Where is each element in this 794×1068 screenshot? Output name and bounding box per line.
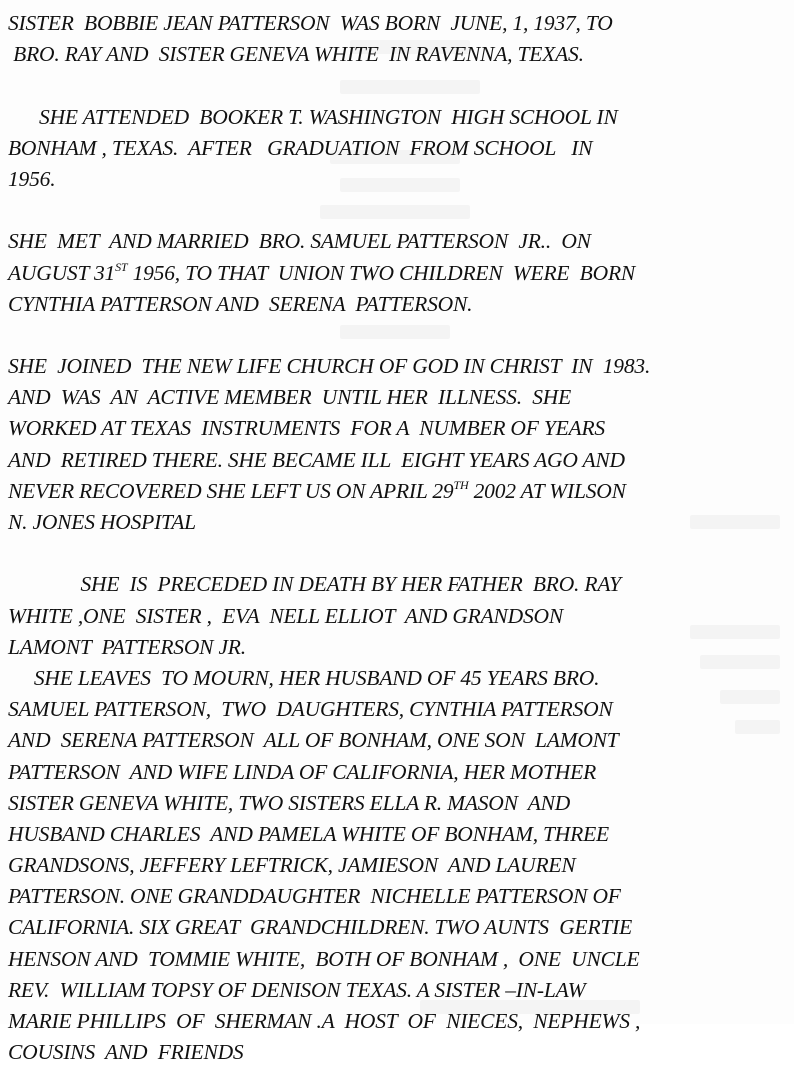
- line-text: HENSON AND TOMMIE WHITE, BOTH OF BONHAM , ONE UNCLE: [8, 946, 640, 971]
- text-line: [8, 569, 788, 600]
- line-text: WORKED AT TEXAS INSTRUMENTS FOR A NUMBER OF YEARS: [8, 416, 605, 441]
- text-line: [8, 975, 788, 1006]
- line-text: AUGUST 31: [8, 260, 116, 285]
- line-text: PATTERSON AND WIFE LINDA OF CALIFORNIA, HER MOTHER: [8, 759, 596, 784]
- text-line: [8, 788, 788, 819]
- text-line: [8, 850, 788, 881]
- text-line: [8, 258, 788, 289]
- paragraph: [8, 569, 788, 1068]
- paragraph: [8, 351, 788, 538]
- text-line: [8, 1006, 788, 1037]
- text-line: [8, 476, 788, 507]
- paragraph-gap: [8, 70, 788, 101]
- ordinal-suffix: TH: [453, 477, 469, 492]
- text-line: [8, 164, 788, 195]
- text-line: [8, 881, 788, 912]
- line-text: CYNTHIA PATTERSON AND SERENA PATTERSON.: [8, 291, 473, 316]
- text-line: [8, 382, 788, 413]
- text-line: [8, 757, 788, 788]
- line-text: REV. WILLIAM TOPSY OF DENISON TEXAS. A SISTER –IN-LAW: [8, 977, 586, 1002]
- line-text: HUSBAND CHARLES AND PAMELA WHITE OF BONHAM, THREE: [8, 821, 609, 846]
- line-text: N. JONES HOSPITAL: [8, 510, 196, 534]
- line-text: CALIFORNIA. SIX GREAT GRANDCHILDREN. TWO AUNTS GERTIE: [8, 915, 633, 940]
- line-text: SHE ATTENDED BOOKER T. WASHINGTON HIGH SCHOOL IN: [8, 104, 618, 129]
- text-line: [8, 507, 788, 538]
- text-line: [8, 601, 788, 632]
- text-line: [8, 39, 788, 70]
- line-text: SHE IS PRECEDED IN DEATH BY HER FATHER BRO. RAY: [8, 572, 621, 597]
- ordinal-suffix: ST: [115, 259, 128, 274]
- line-text: AND RETIRED THERE. SHE BECAME ILL EIGHT YEARS AGO AND: [8, 447, 625, 472]
- line-text: BRO. RAY AND SISTER GENEVA WHITE IN RAVENNA, TEXAS.: [8, 42, 584, 67]
- line-text: SHE LEAVES TO MOURN, HER HUSBAND OF 45 YEARS BRO.: [8, 665, 600, 690]
- obituary-text: [8, 8, 788, 1068]
- text-line: [8, 351, 788, 382]
- line-text: SHE MET AND MARRIED BRO. SAMUEL PATTERSON JR.. ON: [8, 229, 591, 254]
- text-line: [8, 663, 788, 694]
- text-line: [8, 226, 788, 257]
- text-line: [8, 725, 788, 756]
- line-text: MARIE PHILLIPS OF SHERMAN .A HOST OF NIECES, NEPHEWS ,: [8, 1009, 641, 1033]
- paragraph: [8, 226, 788, 320]
- line-text: AND WAS AN ACTIVE MEMBER UNTIL HER ILLNESS. SHE: [8, 385, 572, 410]
- text-line: [8, 912, 788, 943]
- text-line: [8, 413, 788, 444]
- line-text: AND SERENA PATTERSON ALL OF BONHAM, ONE SON LAMONT: [8, 728, 619, 753]
- text-line: [8, 289, 788, 320]
- text-line: [8, 819, 788, 850]
- line-text: SAMUEL PATTERSON, TWO DAUGHTERS, CYNTHIA PATTERSON: [8, 697, 613, 722]
- paragraph-gap: [8, 320, 788, 351]
- line-text: SISTER BOBBIE JEAN PATTERSON WAS BORN JUNE, 1, 1937, TO: [8, 11, 613, 35]
- text-line: [8, 1037, 788, 1068]
- text-line: [8, 694, 788, 725]
- paragraph-gap: [8, 538, 788, 569]
- text-line: [8, 133, 788, 164]
- line-text: SHE JOINED THE NEW LIFE CHURCH OF GOD IN CHRIST IN 1983.: [8, 354, 651, 379]
- line-text: NEVER RECOVERED SHE LEFT US ON APRIL 29: [8, 478, 454, 503]
- text-line: [8, 8, 788, 39]
- line-text: 1956, TO THAT UNION TWO CHILDREN WERE BORN: [127, 260, 636, 285]
- line-text: 2002 AT WILSON: [468, 478, 626, 503]
- line-text: GRANDSONS, JEFFERY LEFTRICK, JAMIESON AND LAUREN: [8, 853, 576, 878]
- line-text: LAMONT PATTERSON JR.: [8, 634, 246, 659]
- paragraph-gap: [8, 195, 788, 226]
- line-text: BONHAM , TEXAS. AFTER GRADUATION FROM SCHOOL IN: [8, 135, 593, 160]
- text-line: [8, 632, 788, 663]
- text-line: [8, 944, 788, 975]
- paragraph: [8, 8, 788, 70]
- line-text: WHITE ,ONE SISTER , EVA NELL ELLIOT AND GRANDSON: [8, 603, 564, 628]
- line-text: 1956.: [8, 166, 56, 191]
- line-text: PATTERSON. ONE GRANDDAUGHTER NICHELLE PATTERSON OF: [8, 884, 621, 909]
- text-line: [8, 102, 788, 133]
- text-line: [8, 445, 788, 476]
- line-text: SISTER GENEVA WHITE, TWO SISTERS ELLA R. MASON AND: [8, 790, 571, 815]
- paragraph: [8, 102, 788, 196]
- line-text: COUSINS AND FRIENDS: [8, 1040, 244, 1065]
